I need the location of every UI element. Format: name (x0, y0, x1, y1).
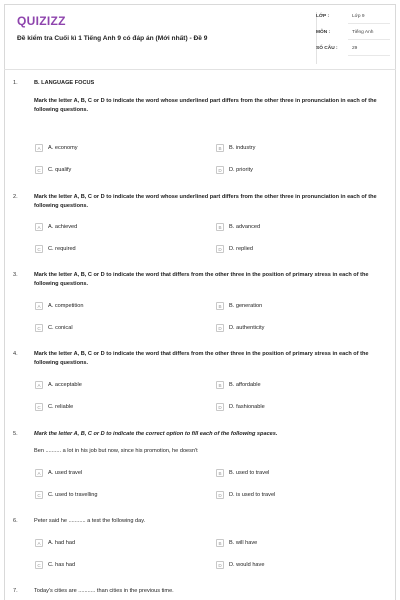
option-letter-box: D (216, 561, 224, 569)
option-text: D. would have (229, 562, 265, 568)
meta-underline (348, 39, 390, 40)
meta-value-subject: Tiếng Anh (352, 30, 374, 35)
option-letter-box: C (35, 561, 43, 569)
option-text: C. has had (48, 562, 76, 568)
answer-option-b[interactable] (216, 144, 255, 152)
option-text: A. used travel (48, 470, 83, 476)
option-text: A. had had (48, 540, 76, 546)
meta-underline (348, 23, 390, 24)
question-text: Peter said he ........... a test the following day. (34, 518, 146, 524)
meta-underline (348, 55, 390, 56)
option-letter-box: B (216, 144, 224, 152)
answer-option-d[interactable] (216, 561, 264, 569)
answer-option-b[interactable] (216, 381, 261, 389)
worksheet-title: Đề kiểm tra Cuối kì 1 Tiếng Anh 9 có đáp án (Mới nhất) - Đề 9 (17, 35, 208, 42)
option-letter-box: A (35, 539, 43, 547)
option-text: C. qualify (48, 167, 72, 173)
answer-option-c[interactable] (35, 245, 76, 253)
option-letter-box: C (35, 245, 43, 253)
option-letter-box: B (216, 302, 224, 310)
answer-option-b[interactable] (216, 469, 269, 477)
option-letter-box: B (216, 539, 224, 547)
answer-option-b[interactable] (216, 539, 257, 547)
option-text: D. is used to travel (229, 492, 276, 498)
option-letter-box: C (35, 324, 43, 332)
question-number: 7. (13, 588, 18, 594)
answer-option-d[interactable] (216, 491, 275, 499)
option-letter-box: D (216, 245, 224, 253)
option-letter-box: A (35, 223, 43, 231)
answer-option-c[interactable] (35, 561, 75, 569)
answer-option-d[interactable] (216, 245, 253, 253)
option-letter-box: D (216, 324, 224, 332)
question-number: 2. (13, 194, 18, 200)
meta-divider (316, 12, 317, 64)
answer-option-a[interactable] (35, 469, 82, 477)
answer-option-a[interactable] (35, 302, 83, 310)
answer-option-c[interactable] (35, 403, 73, 411)
answer-option-b[interactable] (216, 223, 260, 231)
option-letter-box: A (35, 469, 43, 477)
option-text: A. achieved (48, 224, 78, 230)
meta-label-class: LỚP : (316, 14, 330, 19)
answer-option-a[interactable] (35, 539, 75, 547)
option-letter-box: A (35, 302, 43, 310)
section-heading: B. LANGUAGE FOCUS (34, 80, 95, 86)
option-text: A. acceptable (48, 382, 82, 388)
option-text: C. reliable (48, 404, 74, 410)
meta-label-count: SỐ CÂU : (316, 46, 338, 51)
answer-option-c[interactable] (35, 324, 73, 332)
option-text: B. used to travel (229, 470, 270, 476)
question-number: 6. (13, 518, 18, 524)
meta-value-class: Lớp 9 (352, 14, 365, 19)
answer-option-a[interactable] (35, 144, 78, 152)
option-text: A. economy (48, 145, 78, 151)
option-text: B. advanced (229, 224, 261, 230)
question-number: 3. (13, 272, 18, 278)
meta-value-count: 29 (352, 46, 358, 51)
quizizz-logo: QUIZIZZ (17, 14, 66, 28)
option-letter-box: C (35, 491, 43, 499)
question-text: Mark the letter A, B, C or D to indicate the word whose underlined part differs from the other three in pronunciation in each of the following questions. (34, 194, 377, 209)
question-number: 4. (13, 351, 18, 357)
answer-option-c[interactable] (35, 166, 71, 174)
option-text: B. will have (229, 540, 258, 546)
answer-option-d[interactable] (216, 166, 253, 174)
question-text: Mark the letter A, B, C or D to indicate the word that differs from the other three in the position of primary stress in each of the following questions. (34, 272, 369, 287)
option-text: B. generation (229, 303, 263, 309)
option-letter-box: D (216, 166, 224, 174)
option-letter-box: B (216, 223, 224, 231)
option-letter-box: A (35, 144, 43, 152)
option-text: B. affordable (229, 382, 261, 388)
option-text: D. authenticity (229, 325, 265, 331)
question-instruction: Mark the letter A, B, C or D to indicate the correct option to fill each of the following spaces. (34, 431, 278, 437)
option-letter-box: B (216, 469, 224, 477)
question-number: 5. (13, 431, 18, 437)
question-number: 1. (13, 80, 18, 86)
answer-option-a[interactable] (35, 381, 82, 389)
answer-option-b[interactable] (216, 302, 262, 310)
question-text: Ben .......... a lot in his job but now, since his promotion, he doesn't (34, 448, 198, 454)
meta-label-subject: MÔN : (316, 30, 331, 35)
option-text: B. industry (229, 145, 256, 151)
option-text: A. competition (48, 303, 84, 309)
option-letter-box: A (35, 381, 43, 389)
option-letter-box: D (216, 491, 224, 499)
option-text: D. replied (229, 246, 253, 252)
option-text: C. conical (48, 325, 73, 331)
option-text: D. priority (229, 167, 253, 173)
answer-option-a[interactable] (35, 223, 77, 231)
question-text: Mark the letter A, B, C or D to indicate the word that differs from the other three in the position of primary stress in each of the following questions. (34, 351, 369, 366)
option-letter-box: B (216, 381, 224, 389)
option-text: C. required (48, 246, 76, 252)
question-text: Mark the letter A, B, C or D to indicate the word whose underlined part differs from the other three in pronunciation in each of the following questions. (34, 98, 377, 113)
answer-option-d[interactable] (216, 324, 264, 332)
answer-option-c[interactable] (35, 491, 97, 499)
worksheet-header (4, 4, 396, 70)
option-letter-box: C (35, 403, 43, 411)
option-letter-box: C (35, 166, 43, 174)
answer-option-d[interactable] (216, 403, 265, 411)
question-text: Today's cities are ........... than cities in the previous time. (34, 588, 174, 594)
option-text: C. used to travelling (48, 492, 98, 498)
option-letter-box: D (216, 403, 224, 411)
option-text: D. fashionable (229, 404, 265, 410)
